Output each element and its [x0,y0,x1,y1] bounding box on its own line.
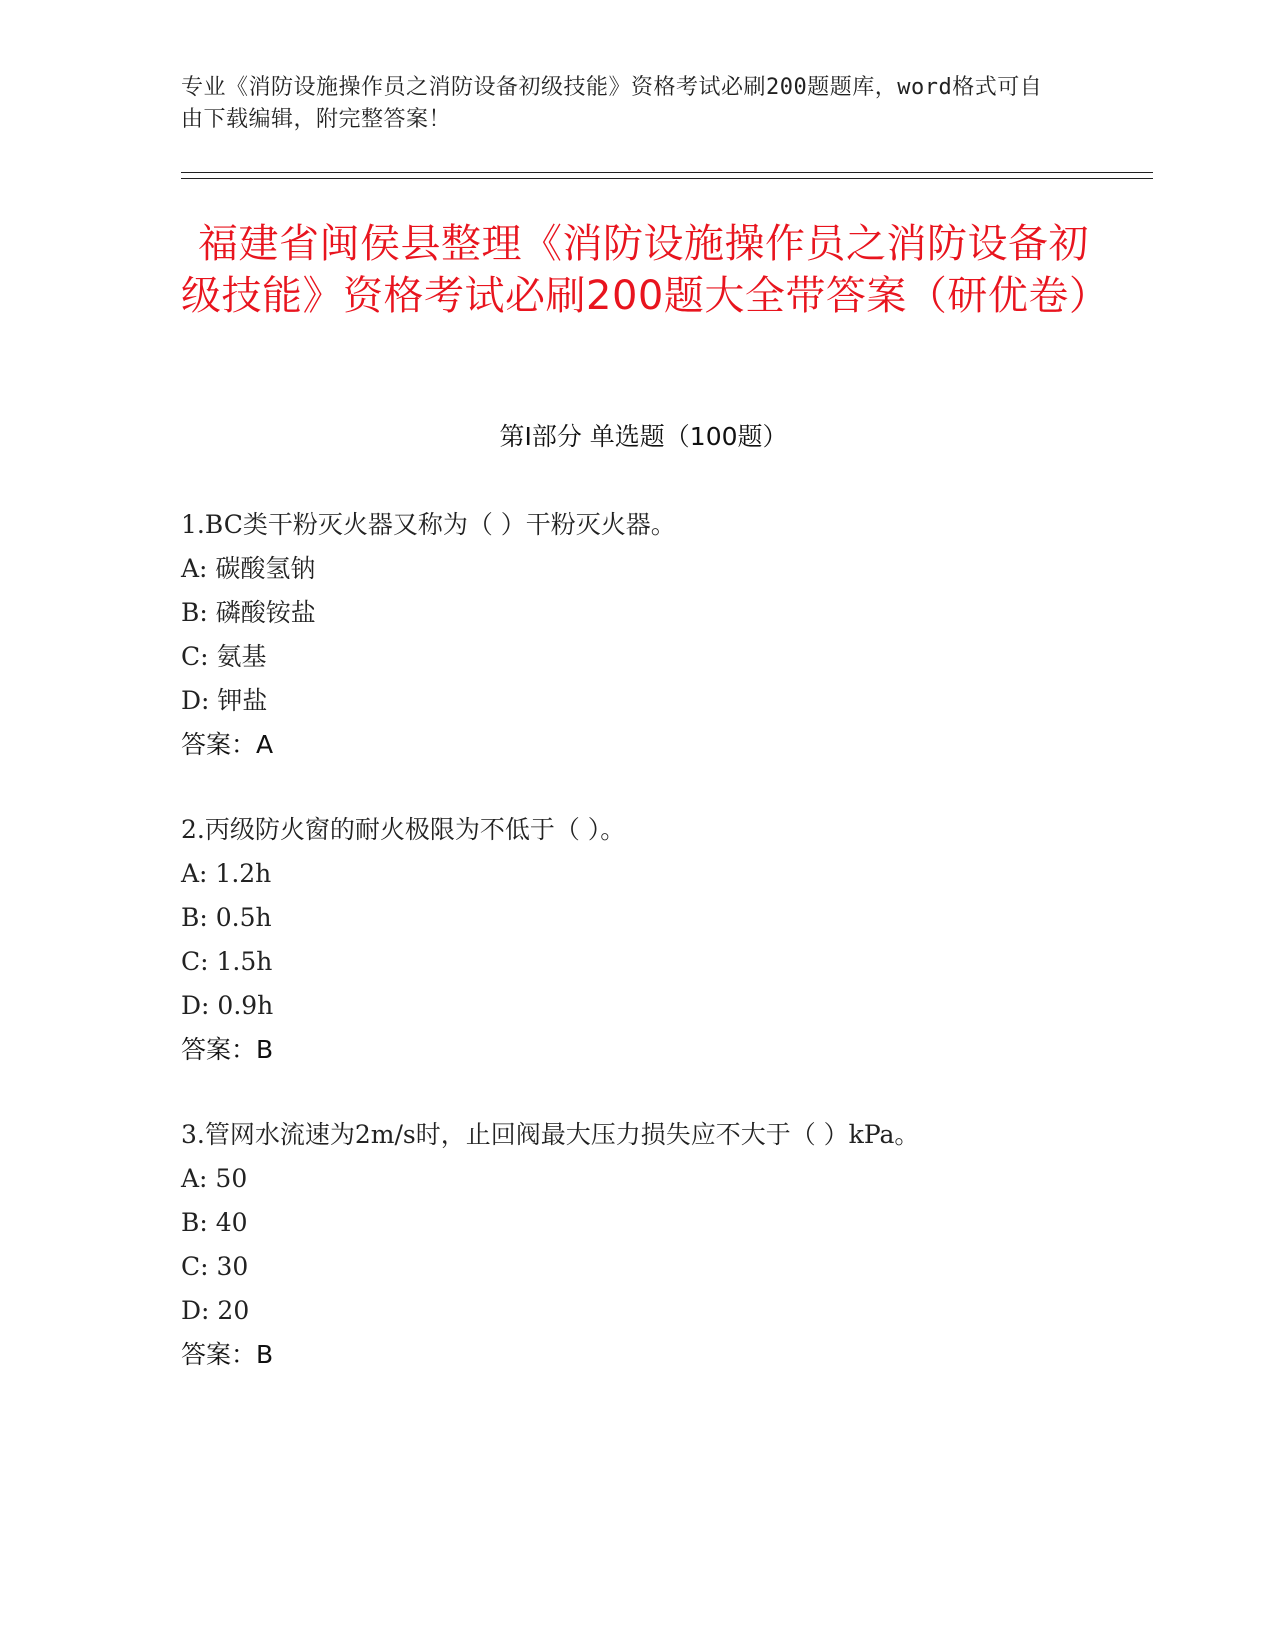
option-b: B: 磷酸铵盐 [181,598,316,627]
option-b: B: 0.5h [181,903,272,932]
header-divider-bottom [181,178,1153,179]
option-c: C: 氨基 [181,642,267,671]
question-stem: 2.丙级防火窗的耐火极限为不低于（ ）。 [181,815,626,844]
option-c: C: 30 [181,1252,249,1281]
option-a: A: 碳酸氢钠 [181,554,316,583]
document-title: 福建省闽侯县整理《消防设施操作员之消防设备初级技能》资格考试必刷200题大全带答案（研优卷） [181,221,1110,319]
header-divider-top [181,172,1153,173]
question-block [181,1120,1111,1384]
question-block [181,815,1111,1079]
answer: 答案：A [181,730,274,759]
option-a: A: 1.2h [181,859,272,888]
answer: 答案：B [181,1035,274,1064]
option-b: B: 40 [181,1208,248,1237]
option-a: A: 50 [181,1164,248,1193]
header-note: 专业《消防设施操作员之消防设备初级技能》资格考试必刷200题题库，word格式可自由下载编辑，附完整答案！ [181,75,1043,132]
option-c: C: 1.5h [181,947,273,976]
option-d: D: 钾盐 [181,686,268,715]
answer: 答案：B [181,1340,274,1369]
question-block [181,510,1111,774]
option-d: D: 0.9h [181,991,274,1020]
question-stem: 3.管网水流速为2m/s时，止回阀最大压力损失应不大于（ ）kPa。 [181,1120,920,1149]
question-stem: 1.BC类干粉灭火器又称为（ ）干粉灭火器。 [181,510,676,539]
option-d: D: 20 [181,1296,250,1325]
section-title: 第Ⅰ部分 单选题（100题） [499,422,788,451]
